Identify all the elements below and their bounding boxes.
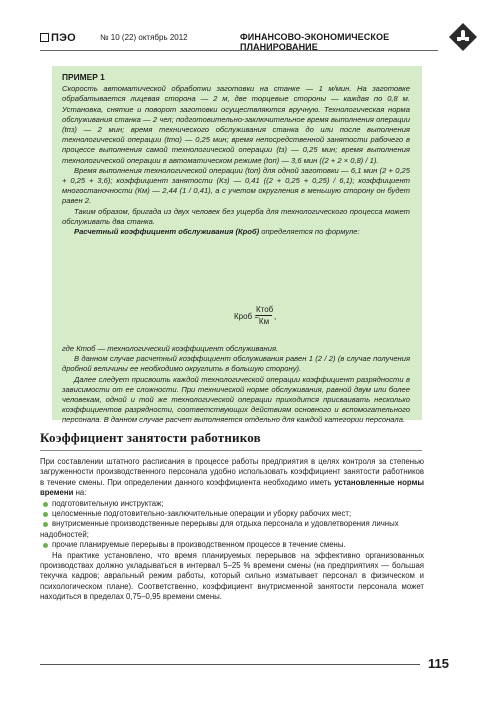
example-paragraph: где Ктоб — технологический коэффициент обслуживания. [62,344,279,353]
list-item-text: целосменные подготовительно-заключительные операции и уборку рабочих мест; [52,509,352,519]
formula-lhs: Крoб = [234,312,260,321]
list-item [40,519,424,540]
formula-numerator: Ктоб [256,305,274,314]
journal-logo [40,32,76,44]
list-item [40,540,424,550]
example-paragraph: Время выполнения технологической операции (tоп) для одной заготовки — 6,1 мин (2 + 0,25 + 0,25 + 3,6); коэффициент занятости (Кз) — 0,41 ((2 + 0,25 + 0,25) / 6,1); коэффициент многостаночности (Км) — 2,44 (1 / 0,41), а с учетом округления в меньшую сторону он будет равен 2. [62,165,410,206]
puzzle-diamond-icon [448,22,478,52]
section-outro: На практике установлено, что время планируемых перерывов на эффективно организованных производствах должно укладываться в интервал 5–25 % времени смены (на предприятиях — большая текучка кадров; авральный режим работы, который сильно изматывает персонал в физическом и психологическом плане). Соответственно, коэффициент внутрисменной занятости персонала может находиться в пределах 0,75–0,95 времени смены. [40,550,424,602]
example-paragraph: Скорость автоматической обработки заготовки на станке — 1 м/мин. На заготовке обрабатывается лицевая сторона — 2 м, две торцевые стороны — каждая по 0,8 м. Установка, снятие и поворот заготовки осуществляются вручную. Технологическая норма обслуживания станка — 2 чел; подготовительно-заключительное время выполнения операции (tпз) — 2 мин; время технического обслуживания станка до или после выполнения технологической операции (tто) — 0,25 мин; время непосредственной занятости рабочего в процессе выполнения самой технологической операции (tз) — 0,25 мин; время выполнения технологической операции в автоматическом режиме (tоп) — 3,6 мин ((2 + 2 × 0,8) / 1). [62,84,410,165]
bullet-icon [43,512,48,517]
example-content [62,72,410,425]
intro-text: При составлении штатного расписания в процессе работы предприятия в целях контроля за степенью загруженности производственного персонала удобно использовать коэффициент занятости работников в течение смены. При определении данного коэффициента необходимо иметь [40,457,424,487]
list-item [40,499,424,509]
formula-comma: , [274,312,277,321]
page-number: 115 [428,656,449,671]
footer-rule [40,664,420,665]
section-divider [40,450,422,451]
section-body [40,457,424,603]
logo-square-icon [40,33,49,42]
list-item-text: подготовительную инструктаж; [52,498,164,508]
list-item [40,509,424,519]
formula-intro [62,227,410,237]
intro-bold: установленные нормы времени [40,477,424,498]
formula-intro-rest: определяется по формуле: [259,227,360,237]
list-item-text: внутрисменные производственные перерывы для отдыха персонала и удовлетворения личных надобностей; [40,519,399,539]
page-header [40,28,460,52]
header-divider [40,50,438,51]
section-title: Коэффициент занятости работников [40,430,261,445]
example-box [52,66,422,425]
formula [234,304,294,328]
rubric-title: ФИНАНСОВО-ЭКОНОМИЧЕСКОЕ ПЛАНИРОВАНИЕ [240,32,390,52]
intro-end: на: [73,488,87,498]
example-paragraph: Таким образом, бригада из двух человек без ущерба для технологического процесса может обслуживать два станка. [62,206,410,226]
formula-denominator: Км [258,317,270,326]
list-item-text: прочие планируемые перерывы в производственном процессе в течение смены. [52,540,346,550]
norms-list [40,499,424,551]
bullet-icon [43,543,48,548]
fraction-line [256,315,272,316]
logo-text: ПЭО [51,32,76,44]
formula-intro-bold: Расчетный коэффициент обслуживания (Крoб) [74,227,260,237]
example-continuation [62,344,410,426]
example-paragraph: Далее следует присвоить каждой технологической операции коэффициент разрядности в зависимости от ее сложности. При технической норме обслуживания, равной двум или более человекам, одной и той же технологической операции приходится присваивать несколько коэффициентов разрядности, соответствующих действиям основного и вспомогательного персонала. В данном случае расчет выполняется отдельно для каждой категории персонала. [62,374,410,425]
example-paragraph: В данном случае расчетный коэффициент обслуживания равен 1 (2 / 2) (в случае получения дробной величины ее необходимо округлить в большую сторону). [62,354,410,374]
example-title: ПРИМЕР 1 [62,72,105,82]
issue-info: № 10 (22) октябрь 2012 [100,33,188,42]
section-intro [40,457,424,499]
bullet-icon [43,502,48,507]
